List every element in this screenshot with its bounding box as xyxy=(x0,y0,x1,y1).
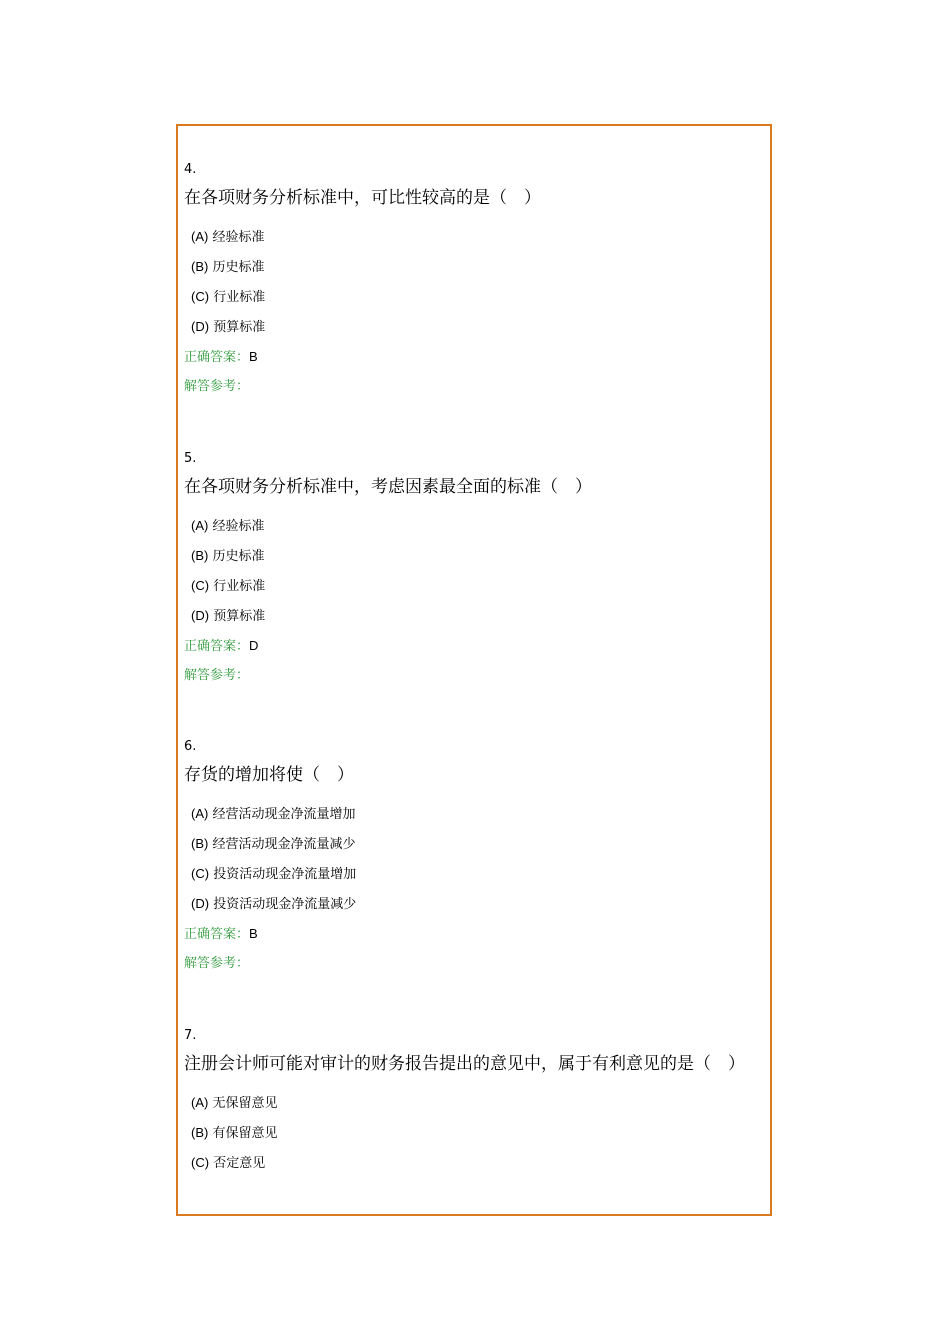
question-number: 7. xyxy=(184,1028,197,1043)
question-panel xyxy=(176,124,772,1216)
correct-answer xyxy=(184,919,764,949)
option-list xyxy=(184,222,764,342)
option-c[interactable] xyxy=(184,282,764,312)
answer-label: 正确答案： xyxy=(184,639,250,654)
option-text: 预算标准 xyxy=(213,609,266,624)
option-key: (C) xyxy=(191,578,210,593)
question-6 xyxy=(184,739,764,979)
option-b[interactable] xyxy=(184,1118,764,1148)
option-c[interactable] xyxy=(184,1148,764,1178)
option-text: 历史标准 xyxy=(212,260,265,275)
question-4 xyxy=(184,162,764,402)
question-7 xyxy=(184,1028,764,1178)
option-key: (B) xyxy=(191,1125,209,1140)
option-key: (D) xyxy=(191,319,210,334)
option-text: 经营活动现金净流量减少 xyxy=(212,837,356,852)
option-b[interactable] xyxy=(184,829,764,859)
option-key: (C) xyxy=(191,866,210,881)
answer-label: 正确答案： xyxy=(184,350,250,365)
option-text: 投资活动现金净流量增加 xyxy=(213,867,357,882)
option-text: 经验标准 xyxy=(212,519,265,534)
option-d[interactable] xyxy=(184,601,764,631)
option-key: (A) xyxy=(191,806,209,821)
option-a[interactable] xyxy=(184,222,764,252)
option-text: 经营活动现金净流量增加 xyxy=(212,807,356,822)
answer-label: 正确答案： xyxy=(184,927,250,942)
option-key: (C) xyxy=(191,1155,210,1170)
option-text: 经验标准 xyxy=(212,230,265,245)
answer-value: B xyxy=(249,926,258,941)
option-d[interactable] xyxy=(184,889,764,919)
answer-value: D xyxy=(249,638,259,653)
answer-reference: 解答参考： xyxy=(184,668,250,683)
option-c[interactable] xyxy=(184,571,764,601)
option-c[interactable] xyxy=(184,859,764,889)
answer-value: B xyxy=(249,349,258,364)
question-text: 注册会计师可能对审计的财务报告提出的意见中，属于有利意见的是（ ） xyxy=(184,1054,745,1074)
option-a[interactable] xyxy=(184,511,764,541)
correct-answer xyxy=(184,631,764,661)
option-b[interactable] xyxy=(184,541,764,571)
option-text: 否定意见 xyxy=(213,1156,266,1171)
option-text: 预算标准 xyxy=(213,320,266,335)
option-key: (D) xyxy=(191,608,210,623)
option-key: (D) xyxy=(191,896,210,911)
option-text: 有保留意见 xyxy=(212,1126,278,1141)
option-list xyxy=(184,511,764,631)
correct-answer xyxy=(184,342,764,372)
option-text: 历史标准 xyxy=(212,549,265,564)
question-number: 6. xyxy=(184,739,197,754)
option-b[interactable] xyxy=(184,252,764,282)
option-text: 行业标准 xyxy=(213,290,266,305)
option-text: 行业标准 xyxy=(213,579,266,594)
option-a[interactable] xyxy=(184,799,764,829)
option-key: (C) xyxy=(191,289,210,304)
option-key: (A) xyxy=(191,518,209,533)
option-key: (B) xyxy=(191,259,209,274)
option-key: (A) xyxy=(191,229,209,244)
question-text: 在各项财务分析标准中，考虑因素最全面的标准（ ） xyxy=(184,477,592,497)
question-number: 4. xyxy=(184,162,197,177)
option-key: (A) xyxy=(191,1095,209,1110)
option-key: (B) xyxy=(191,548,209,563)
option-list xyxy=(184,1088,764,1178)
question-5 xyxy=(184,451,764,691)
option-a[interactable] xyxy=(184,1088,764,1118)
option-key: (B) xyxy=(191,836,209,851)
option-text: 投资活动现金净流量减少 xyxy=(213,897,357,912)
answer-reference: 解答参考： xyxy=(184,956,250,971)
question-text: 存货的增加将使（ ） xyxy=(184,765,354,785)
option-d[interactable] xyxy=(184,312,764,342)
option-list xyxy=(184,799,764,919)
question-text: 在各项财务分析标准中，可比性较高的是（ ） xyxy=(184,188,541,208)
answer-reference: 解答参考： xyxy=(184,379,250,394)
question-number: 5. xyxy=(184,451,197,466)
option-text: 无保留意见 xyxy=(212,1096,278,1111)
